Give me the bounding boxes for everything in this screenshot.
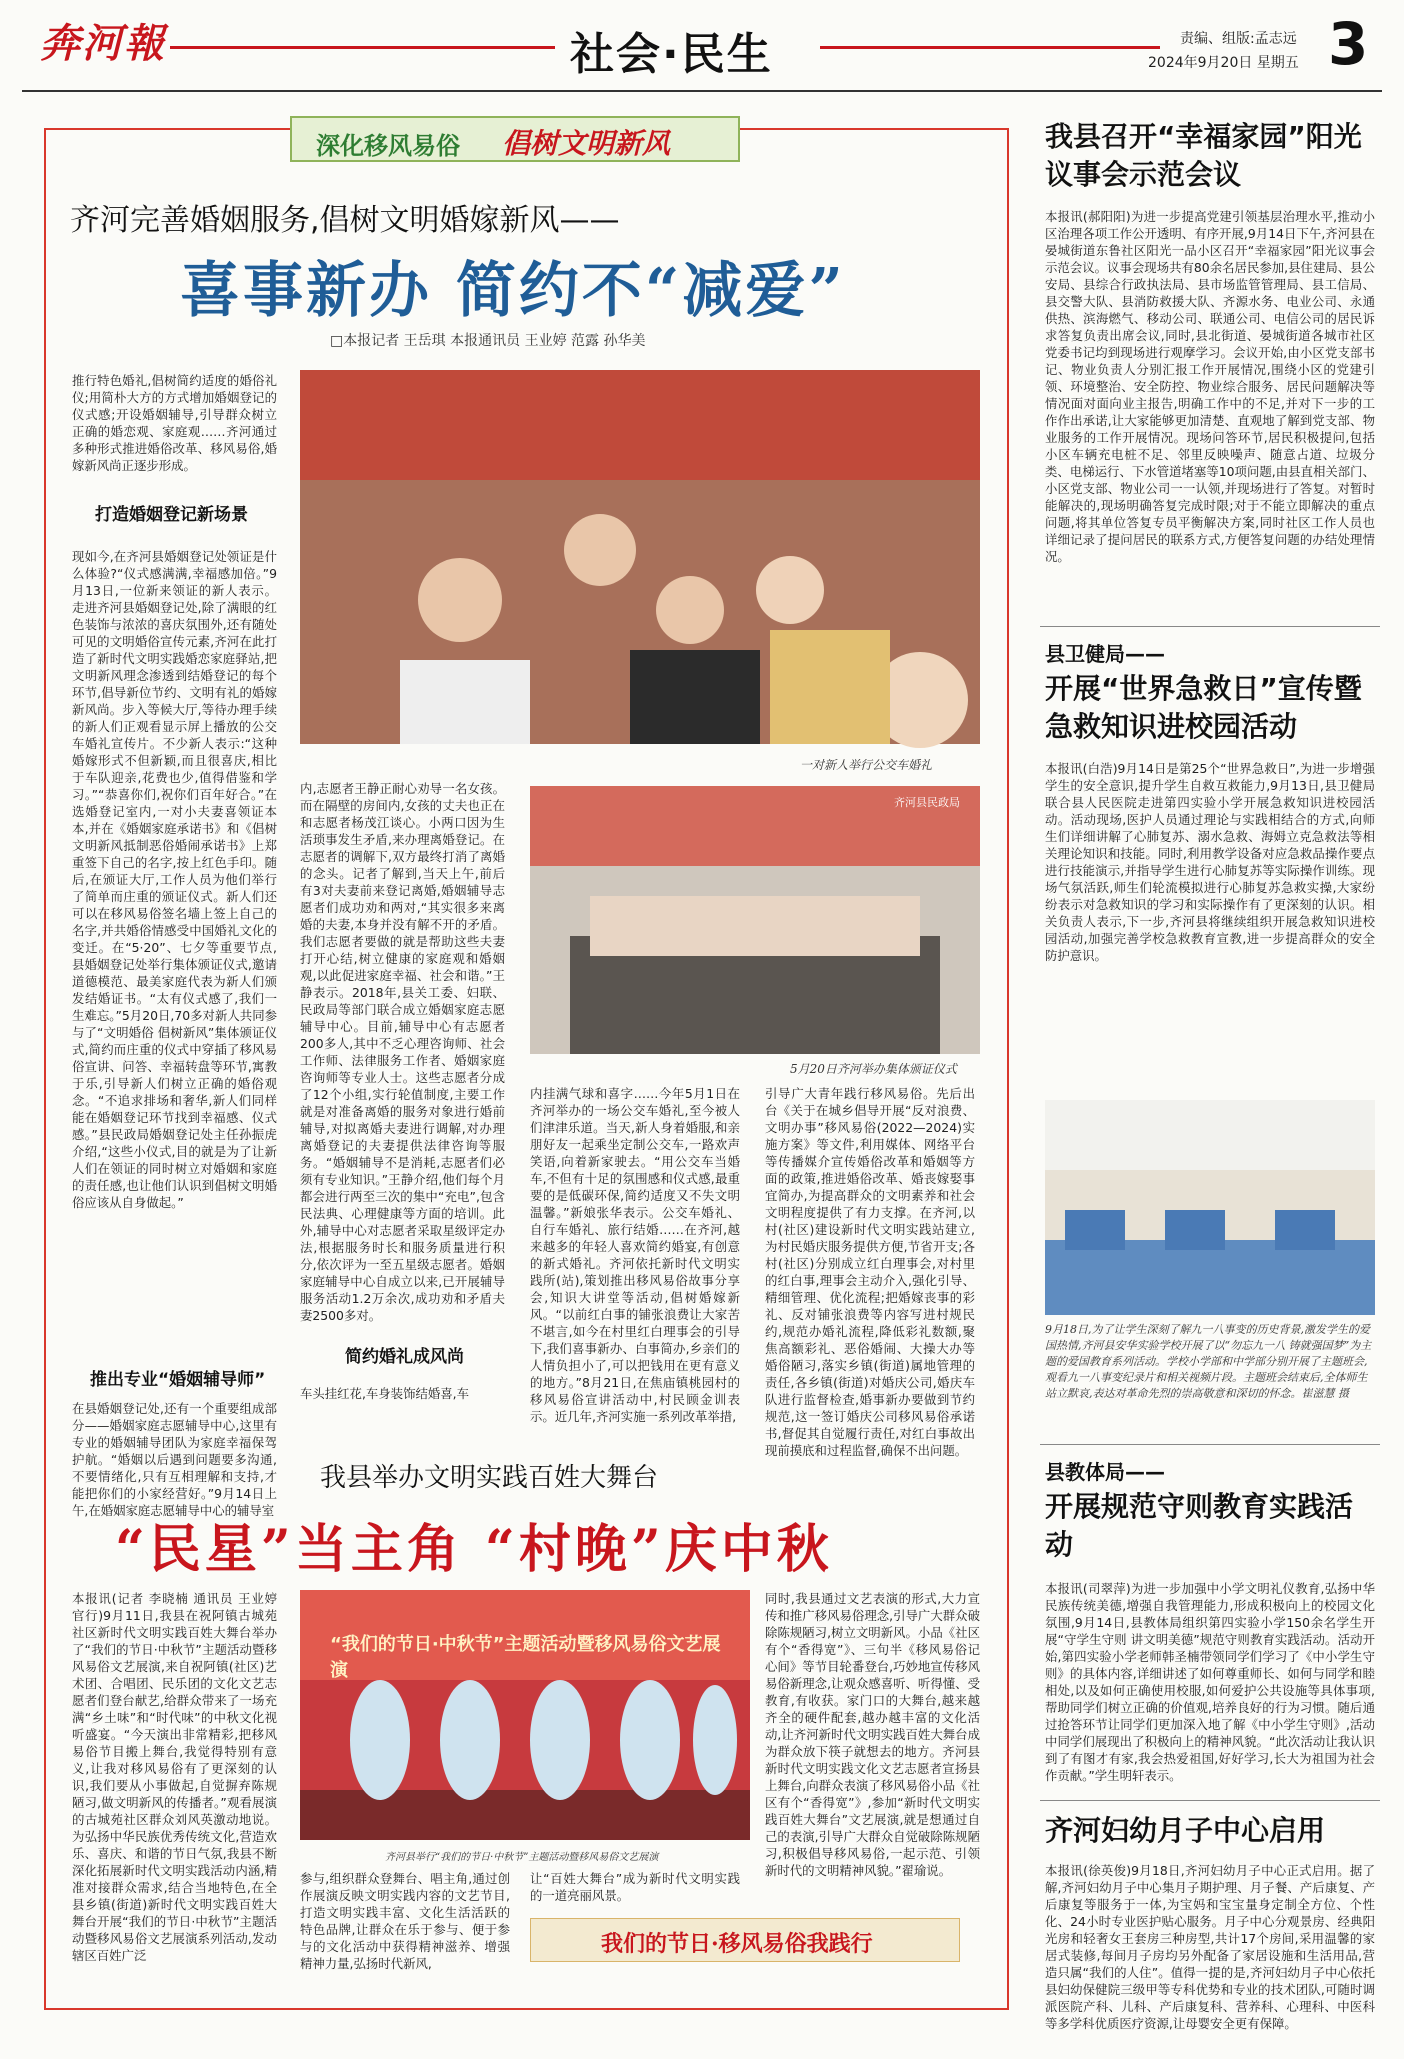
lead-headline: 喜事新办 简约不“减爱” xyxy=(180,256,846,326)
campaign-banner xyxy=(290,116,740,162)
right-story4-text: 本报讯(徐英俊)9月18日,齐河妇幼月子中心正式启用。据了解,齐河妇幼月子中心集月子期护理、月子餐、产后康复、产后康复等服务于一体,为宝妈和宝宝量身定制全方位、个性化、24小时专业医护贴心服务。月子中心分观景房、经典阳光房和轻奢女王套房三种房型,共计17个房间,采用温馨的家居式装修,每间月子房均另外配备了家居设施和生活用品,营造只属“我们的人住”。值得一提的是,齐河妇幼月子中心依托县妇幼保健院三级甲等专科优势和专业的技术团队,可随时调派医院产科、儿科、产后康复科、营养科、心理科、中医科等多学科优质医疗资源,让母婴安全更有保障。 xyxy=(1045,1863,1375,2031)
right-story3-text: 本报讯(司翠萍)为进一步加强中小学文明礼仪教育,弘扬中华民族传统美德,增强自我管理能力,形成积极向上的校园文化氛围,9月14日,县教体局组织第四实验小学150余名学生开展“守学生守则 讲文明美德”规范守则教育实践活动。活动开始,第四实验小学老师韩圣楠带领同学们学习了《中小学生守则》的具体内容,详细讲述了如何尊重师长、如何与同学和睦相处,以及如何正确使用校服,如何爱护公共设施等具体事项,帮助同学们树立正确的价值观,培养良好的行为习惯。随后通过抢答环节让同学们更加深入地了解《中小学生守则》,活动中同学们展现出了积极向上的精神风貌。“此次活动让我认识到了有图才有家,我会热爱祖国,好好学习,长大为祖国为社会作贡献。”学生明轩表示。 xyxy=(1045,1581,1375,1783)
banner-right-text: 倡树文明新风 xyxy=(502,127,671,160)
right-divider-3 xyxy=(1040,1800,1380,1801)
masthead-divider xyxy=(22,90,1382,92)
right-story1-headline: 我县召开“幸福家园”阳光议事会示范会议 xyxy=(1045,120,1362,191)
lead-byline: □本报记者 王岳琪 本报通讯员 王业婷 范露 孙华美 xyxy=(330,333,646,349)
classroom-photo xyxy=(1045,1100,1375,1315)
stage-kicker: 我县举办文明实践百姓大舞台 xyxy=(320,1463,659,1493)
stage-dance-illustration xyxy=(300,1590,750,1840)
photo2-overlay-text: 齐河县民政局 xyxy=(894,796,960,809)
right-story4-headline: 齐河妇幼月子中心启用 xyxy=(1045,1814,1326,1847)
stage-performance-photo xyxy=(300,1590,750,1840)
stage-col1-text: 本报讯(记者 李晓楠 通讯员 王业婷 官行)9月11日,我县在祝阿镇古城苑社区新时代文明实践百姓大舞台举办了“我们的节日·中秋节”主题活动暨移风易俗文艺展演,来自祝阿镇(社区)艺术团、合唱团、民乐团的文化文艺志愿者们登台献艺,给群众带来了一场充满“乡土味”和“时代味”的中秋文化视听盛宴。“今天演出非常精彩,把移风易俗节目搬上舞台,我觉得特别有意义,让我对移风易俗有了更深刻的认识,我们要从小事做起,自觉摒弃陈规陋习,做文明新风的传播者。”观看展演的古城苑社区群众刘风英激动地说。为弘扬中华民族优秀传统文化,营造欢乐、喜庆、和谐的节日气氛,我县不断深化拓展新时代文明实践活动内涵,精准对接群众需求,结合当地特色,在全县乡镇(街道)新时代文明实践百姓大舞台开展“我们的节日·中秋节”主题活动暨移风易俗文艺展演系列活动,发动辖区百姓广泛 xyxy=(72,1591,277,1963)
right-divider-2 xyxy=(1040,1444,1380,1445)
lead-col2b-text: 车头挂红花,车身装饰结婚喜,车 xyxy=(300,1386,469,1401)
page-number: 3 xyxy=(1328,10,1369,78)
festival-banner xyxy=(530,1918,960,1962)
lead-subhead-1: 打造婚姻登记新场景 xyxy=(95,505,248,525)
group-certificate-photo xyxy=(530,786,980,1054)
editors-credit: 责编、组版:孟志远 xyxy=(1180,31,1297,47)
classroom-photo-caption: 9月18日,为了让学生深刻了解九一八事变的历史背景,激发学生的爱国热情,齐河县安华实验学校开展了以“勿忘九一八 铸就强国梦”为主题的爱国教育系列活动。学校小学部和中学部分别开展了主题班会,观看九一八事变纪录片和相关视频片段。主题班会结束后,全体师生站立默哀,表达对革命先烈的崇高敬意和深切的怀念。崔滋慧 摄 xyxy=(1045,1323,1372,1400)
wedding-bus-photo xyxy=(300,370,980,744)
right-story2-text: 本报讯(白浩)9月14日是第25个“世界急救日”,为进一步增强学生的安全意识,提升学生自救互救能力,9月13日,县卫健局联合县人民医院走进第四实验小学开展急救知识进校园活动。活动现场,医护人员通过理论与实践相结合的方式,向师生们详细讲解了心肺复苏、溺水急救、海姆立克急救法等相关理论知识和技能。同时,利用教学设备对应急救品操作要点进行技能演示,并指导学生进行心肺复苏等实际操作训练。现场气氛活跃,师生们轮流模拟进行心肺复苏急救实操,大家纷纷表示对急救知识的学习和实际操作有了更深刻的认识。相关负责人表示,下一步,齐河县将继续组织开展急救知识进校园活动,加强完善学校急救教育宣教,进一步提高群众的安全防护意识。 xyxy=(1045,761,1375,963)
right-divider-1 xyxy=(1040,626,1380,627)
section-title: 社会·民生 xyxy=(570,29,773,80)
stage-photo-caption: 齐河县举行“我们的节日·中秋节”主题活动暨移风易俗文艺展演 xyxy=(385,1852,659,1863)
photo1-caption: 一对新人举行公交车婚礼 xyxy=(800,758,933,772)
photo2-caption: 5月20日齐河举办集体颁证仪式 xyxy=(790,1062,957,1076)
classroom-illustration xyxy=(1045,1100,1375,1315)
right-story3-headline: 开展规范守则教育实践活动 xyxy=(1045,1490,1354,1561)
lead-col1-text: 现如今,在齐河县婚姻登记处领证是什么体验?“仪式感满满,幸福感加倍。”9月13日,一位新来领证的新人表示。走进齐河县婚姻登记处,除了满眼的红色装饰与浓浓的喜庆氛围外,还有随处可见的文明婚俗宣传元素,齐河在此打造了新时代文明实践婚恋家庭驿站,把文明新风理念渗透到结婚登记的每个环节,倡导新位节约、文明有礼的婚嫁新风尚。步入等候大厅,等待办理手续的新人们正观看显示屏上播放的公交车婚礼宣传片。不少新人表示:“这种婚嫁形式不但新颖,而且很喜庆,相比于车队迎亲,花费也少,值得借鉴和学习。”“恭喜你们,祝你们百年好合。”在选婚登记室内,一对小夫妻喜领证本本,并在《婚姻家庭承诺书》和《倡树文明新风抵制恶俗婚闹承诺书》上郑重签下自己的名字,按上红色手印。随后,在颁证大厅,工作人员为他们举行了简单而庄重的颁证仪式。新人们还可以在移风易俗签名墙上签上自己的名字,并共婚俗情感受中国婚礼文化的变迁。在“5·20”、七夕等重要节点,县婚姻登记处举行集体颁证仪式,邀请道德模范、最美家庭代表为新人们颁发结婚证书。“太有仪式感了,我们一生难忘。”5月20日,70多对新人共同参与了“文明婚俗 倡树新风”集体颁证仪式,简约而庄重的仪式中穿插了移风易俗宣讲、问答、幸福转盘等环节,寓教于乐,引导新人们树立正确的婚俗观念。“不追求排场和奢华,新人们同样能在婚姻登记环节找到幸福感、仪式感。”县民政局婚姻登记处主任孙振虎介绍,“这些小仪式,目的就是为了让新人们在领证的同时树立对婚姻和家庭的责任感,也让他们认识到倡树文明婚俗应该从自身做起。” xyxy=(72,549,277,1210)
lead-col3-text: 内挂满气球和喜字……今年5月1日在齐河举办的一场公交车婚礼,至今被人们津津乐道。当天,新人身着婚服,和亲朋好友一起乘坐定制公交车,一路欢声笑语,向着新家驶去。“用公交车当婚车,不但有十足的氛围感和仪式感,最重要的是低碳环保,简约适度又不失文明温馨。”新娘张华表示。公交车婚礼、自行车婚礼、旅行结婚……在齐河,越来越多的年轻人喜欢简约婚宴,有创意的新式婚礼。齐河依托新时代文明实践所(站),策划推出移风易俗故事分享会,知识大讲堂等活动,倡树婚嫁新风。“以前红白事的铺张浪费让大家苦不堪言,如今在村里红白理事会的引导下,我们喜事新办、白事简办,乡亲们的人情负担小了,可以把钱用在更有意义的地方。”8月21日,在焦庙镇桃园村的移风易俗宣讲活动中,村民顾金训表示。近几年,齐河实施一系列改革举措, xyxy=(530,1086,740,1424)
lead-col4-text: 引导广大青年践行移风易俗。先后出台《关于在城乡倡导开展“反对浪费、文明办事”移风易俗(2022—2024)实施方案》等文件,利用媒体、网络平台等传播媒介宣传婚俗改革和婚姻等方面的政策,推进婚俗改革、婚丧嫁娶事宜简办,为提高群众的文明素养和社会文明程度提供了有力支撑。在齐河,以村(社区)建设新时代文明实践站建立,为村民婚庆服务提供方便,节省开支;各村(社区)分别成立红白理事会,对村里的红白事,理事会主动介入,强化引导、精细管理、优化流程;把婚嫁丧事的彩礼、反对铺张浪费等内容写进村规民约,规范办婚礼流程,降低彩礼数额,聚焦高额彩礼、恶俗婚闹、大操大办等婚俗陋习,落实乡镇(街道)属地管理的责任,各乡镇(街道)对婚庆公司,婚庆车队进行监督检查,婚事新办要做到节约规范,这一签订婚庆公司移风易俗承诺书,督促其自觉履行责任,对红白事故出现前摸底和过程监督,确保不出问题。 xyxy=(765,1086,975,1458)
right-story1-text: 本报讯(郝阳阳)为进一步提高党建引领基层治理水平,推动小区治理各项工作公开透明、有序开展,9月14日下午,齐河县在晏城街道东鲁社区阳光一品小区召开“幸福家园”阳光议事会示范会议。议事会现场共有80余名居民参加,县住建局、县公安局、县综合行政执法局、县市场监管管理局、县工信局、县交警大队、县消防救援大队、齐源水务、电业公司、永通供热、滨海燃气、移动公司、联通公司、电信公司的居民诉求答复负责出席会议,同时,县北街道、晏城街道各城市社区党委书记均到现场进行观摩学习。会议开始,由小区党支部书记、物业负责人分别汇报工作开展情况,围绕小区的党建引领、环境整治、安全防控、物业综合服务、居民问题解决等情况面对面向业主报告,明确工作中的不足,并对下一步的工作作出承诺,让大家能够更加清楚、直观地了解到党支部、物业服务的工作开展情况。现场问答环节,居民积极提问,包括小区车辆充电桩不足、邻里反映噪声、随意占道、垃圾分类、电梯运行、下水管道堵塞等10项问题,由县直相关部门、小区党支部、物业公司一一认领,并现场进行了答复。对暂时能解决的,现场明确答复完成时限;对于不能立即解决的重点问题,将其单位答复专员平衡解决方案,同时社区工作人员也详细记录了提问居民的联系方式,方便答复问题的办结处理情况。 xyxy=(1045,209,1375,564)
group-ceremony-illustration xyxy=(530,786,980,1054)
stage-headline: “民星”当主角 “村晚”庆中秋 xyxy=(115,1519,833,1580)
newspaper-logo: 奔河報 xyxy=(40,20,166,67)
issue-date: 2024年9月20日 星期五 xyxy=(1148,55,1299,71)
stage-col-right-text: 同时,我县通过文艺表演的形式,大力宣传和推广移风易俗理念,引导广大群众破除陈规陋习,树立文明新风。小品《社区有个“香得宽”》、三句半《移风易俗记心间》等节目轮番登台,巧妙地宣传移风易俗新理念,让观众感喜听、听得懂、受教育,有收获。家门口的大舞台,越来越齐全的硬件配套,越办越丰富的文化活动,让齐河新时代文明实践百姓大舞台成为群众放下筷子就想去的地方。齐河县新时代文明实践文化文艺志愿者宣扬县上舞台,向群众表演了移风易俗小品《社区有个“香得宽”》,参加“新时代文明实践百姓大舞台”文艺展演,就是想通过自己的表演,引导广大群众自觉破除陈规陋习,积极倡导移风易俗,一起示范、引领新时代的文明精神风貌。”翟瑜说。 xyxy=(765,1591,980,1878)
stage-col2-text: 参与,组织群众登舞台、唱主角,通过创作展演反映文明实践内容的文艺节目,打造文明实践丰富、文化生活活跃的特色品牌,让群众在乐于参与、便于参与的文化活动中获得精神滋养、增强精神力量,弘扬时代新风, xyxy=(300,1871,510,1971)
lead-kicker: 齐河完善婚姻服务,倡树文明婚嫁新风—— xyxy=(70,203,620,238)
festival-banner-text: 我们的节日·移风易俗我践行 xyxy=(601,1931,873,1957)
lead-subhead-3: 简约婚礼成风尚 xyxy=(345,1347,464,1367)
right-story3-kicker: 县教体局—— xyxy=(1045,1460,1165,1484)
lead-intro: 推行特色婚礼,倡树简约适度的婚俗礼仪;用简朴大方的方式增加婚姻登记的仪式感;开设婚姻辅导,引导群众树立正确的婚恋观、家庭观……齐河通过多种形式推进婚俗改革、移风易俗,婚嫁新风尚正逐步形成。 xyxy=(72,373,277,473)
masthead-rule-right xyxy=(820,46,1160,49)
right-story2-headline: 开展“世界急救日”宣传暨急救知识进校园活动 xyxy=(1045,672,1362,743)
masthead-rule-left xyxy=(170,46,555,49)
lead-col2-text: 内,志愿者王静正耐心劝导一名女孩。而在隔壁的房间内,女孩的丈夫也正在和志愿者杨茂江谈心。小两口因为生活琐事发生矛盾,来办理离婚登记。在志愿者的调解下,双方最终打消了离婚的念头。记者了解到,当天上午,前后有3对夫妻前来登记离婚,婚姻辅导志愿者们成功劝和两对,“其实很多来离婚的夫妻,本身并没有解不开的矛盾。我们志愿者要做的就是帮助这些夫妻打开心结,树立健康的家庭观和婚姻观,以此促进家庭幸福、社会和谐。”王静表示。2018年,县关工委、妇联、民政局等部门联合成立婚姻家庭志愿辅导中心。目前,辅导中心有志愿者200多人,其中不乏心理咨询师、社会工作师、法律服务工作者、婚姻家庭咨询师等专业人士。这些志愿者分成了12个小组,实行轮值制度,主要工作就是对准备离婚的服务对象进行婚前辅导,对拟离婚夫妻进行调解,对办理离婚登记的夫妻提供法律咨询等服务。“婚姻辅导不是消耗,志愿者们必须有专业知识。”王静介绍,他们每个月都会进行两至三次的集中“充电”,包含民法典、心理健康等方面的培训。此外,辅导中心对志愿者采取星级评定办法,根据服务时长和服务质量进行积分,依次评为一至五星级志愿者。婚姻家庭辅导中心自成立以来,已开展辅导服务活动1.2万余次,成功劝和矛盾夫妻2500多对。 xyxy=(300,781,505,1323)
wedding-bus-illustration xyxy=(300,370,980,744)
stage-photo-overlay: “我们的节日·中秋节”主题活动暨移风易俗文艺展演 xyxy=(330,1634,721,1681)
banner-left-text: 深化移风易俗 xyxy=(316,131,460,160)
lead-subhead-2: 推出专业“婚姻辅导师” xyxy=(90,1370,266,1390)
right-story2-kicker: 县卫健局—— xyxy=(1045,642,1165,666)
lead-col1b-text: 在县婚姻登记处,还有一个重要组成部分——婚姻家庭志愿辅导中心,这里有专业的婚姻辅导团队为家庭幸福保驾护航。“婚姻以后遇到问题要多沟通,不要情绪化,只有互相理解和支持,才能把你们的小家经营好。”9月14日上午,在婚姻家庭志愿辅导中心的辅导室 xyxy=(72,1401,277,1518)
stage-col3-text: 让“百姓大舞台”成为新时代文明实践的一道亮丽风景。 xyxy=(530,1871,740,1903)
